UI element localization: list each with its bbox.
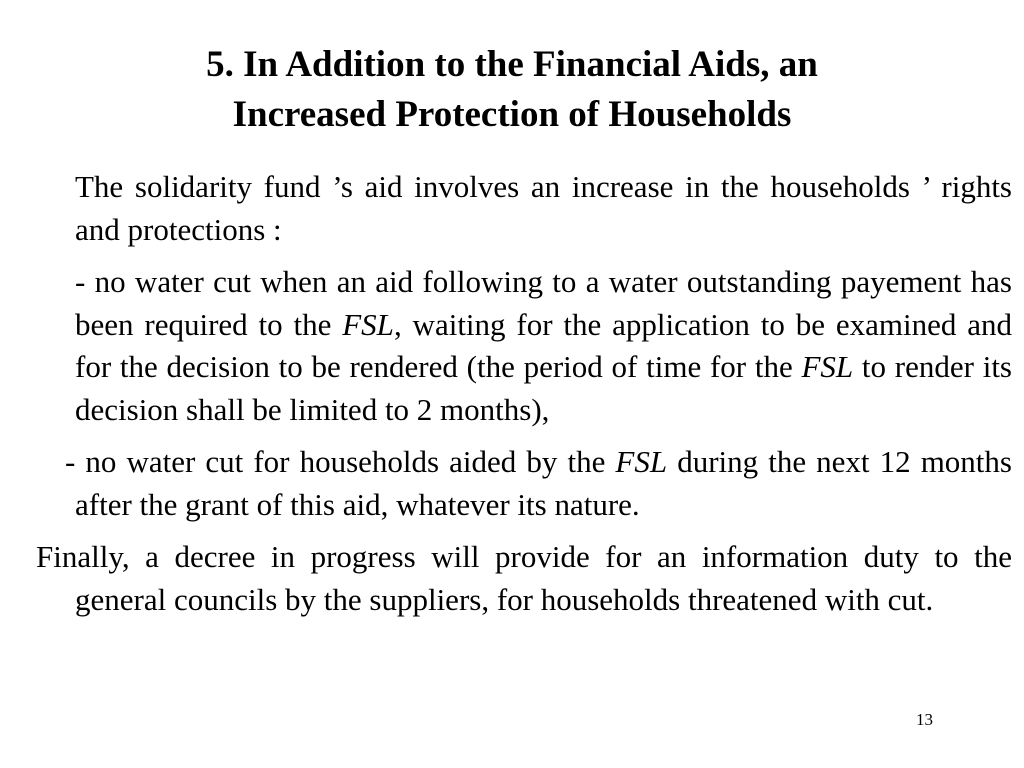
bullet1-text-c: to render its decision shall be limited to 2 months), [75, 349, 1012, 427]
page-number: 13 [916, 710, 933, 729]
final-paragraph: Finally, a decree in progress will provide for an information duty to the general councils by the suppliers, for households threatened with cut. [36, 539, 1012, 617]
fsl-abbreviation: FSL [342, 306, 394, 342]
bullet-no-cut-after-aid [30, 441, 1012, 526]
fsl-abbreviation: FSL [615, 444, 668, 479]
slide-title-line-1: 5. In Addition to the Financial Aids, an [206, 44, 818, 85]
bullet1-text-a: - no water cut when an aid following to a water outstanding payement has been required to the [75, 264, 1012, 342]
bullet2-text-b: during the next 12 months after the grant of this aid, whatever its nature. [75, 444, 1012, 522]
bullet2-text-a: - no water cut for households aided by the [65, 444, 616, 479]
fsl-abbreviation: FSL [801, 349, 854, 384]
bullet-no-cut-pending-application [30, 261, 1012, 431]
slide-title [0, 40, 1024, 140]
slide-body [30, 166, 1012, 631]
slide-title-line-2: Increased Protection of Households [232, 94, 792, 135]
intro-paragraph: The solidarity fund ’s aid involves an increase in the households ’ rights and protections : [75, 169, 1012, 247]
bullet1-text-b: , waiting for the application to be examined and for the decision to be rendered (the period of time for the [75, 306, 1012, 384]
